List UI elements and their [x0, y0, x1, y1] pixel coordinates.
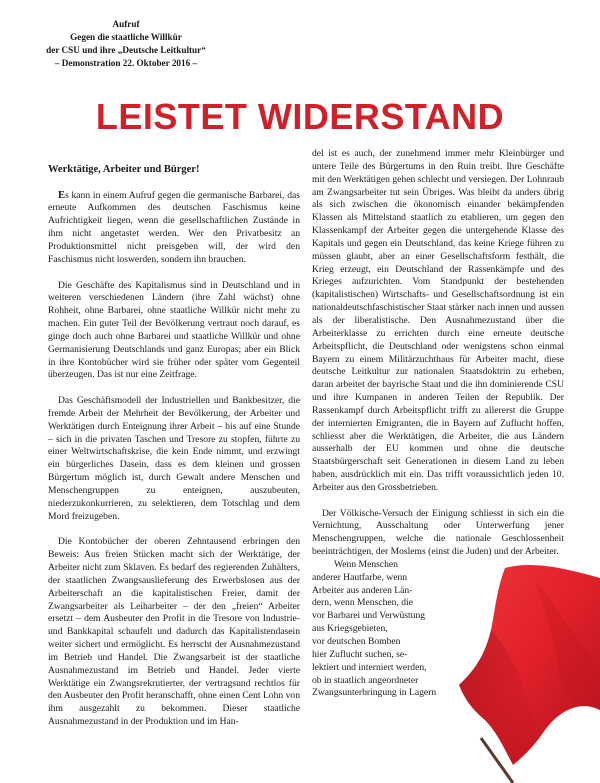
paragraph: Der Völkische-Versuch der Einigung schliesst in sich ein die Vernichtung, Ausschaltung oder Unterwerfung jener Menschengruppen, welche die nationale Geschlossenheit beeinträchtigen, der Moslems (einst die Juden) und der Arbeiter.	[312, 507, 564, 558]
text-line: aus Kriegsgebieten,	[312, 623, 388, 635]
text-line: Arbeiter aus anderen Län-	[312, 584, 413, 596]
text-line: dern, wenn Menschen, die	[312, 597, 413, 609]
text-line: vor deutschen Bomben	[312, 636, 401, 648]
paragraph: Es kann in einem Aufruf gegen die germanische Barbarei, das erneute Aufkommen des deutschen Faschismus keine Aufrichtigkeit liegen, wenn die gesellschaftlichen Zustände in ihm nicht angetastet werden. Wer den Privatbesitz an Produktionsmittel nicht preisgeben will, der wird den Faschismus nicht loswerden, sondern ihn brauchen.	[48, 189, 300, 265]
paragraph: Die Kontobücher der oberen Zehntausend erbringen den Beweis: Aus freien Stücken macht sich der Werktätige, der Arbeiter nicht zum Sklaven. Es bedarf des regierenden Zuhälters, der staatlichen Zwangsauslieferung des Erwerbslosen aus der Arbeiterschaft an die kapitalistischen Freier, damit der Zwangsarbeiter als Leiharbeiter – der den „freien“ Arbeiter ersetzt – dem Ausbeuter den Profit in die Tresore von Industrie- und Bankkapital schaufelt und dadurch das Kapitalistendasein weiter sichert und ermöglicht. Es herrscht der Ausnahmezustand im Betrieb und Handel. Die Zwangsarbeit ist der staatliche Ausnahmezustand im Betrieb und Handel. Jeder vierte Werktätige ein Zwangsrekrutierter, der vertragsund rechtlos für den Ausbeuter den Profit heranschafft, ohne einen Cent Lohn von ihm ausgezahlt zu bekommen. Dieser staatliche Ausnahmezustand in der Produktion und im Han-	[48, 536, 300, 728]
text-line: vor Barbarei und Verwüstung	[312, 610, 426, 622]
header-line-1: Aufruf	[112, 19, 140, 29]
text-line: Wenn Menschen	[334, 558, 398, 570]
header-line-2: Gegen die staatliche Willkür	[70, 32, 182, 42]
paragraph: Die Geschäfte des Kapitalismus sind in Deutschland und in weiteren verschiedenen Ländern (ihre Zahl wächst) ohne Rohheit, ohne Barbarei, ohne staatliche Willkür nicht mehr zu machen. Ein guter Teil der Bevölkerung vertraut noch darauf, es ginge doch auch ohne Barbarei und staatliche Willkür und ohne Germanisierung Deutschlands und ganz Europas; aber ein Blick in ihre Kontobücher wird sie früher oder später vom Gegenteil überzeugen. Das ist nur eine Zeitfrage.	[48, 279, 300, 381]
text-line: Zwangsunterbringung in Lagern	[312, 687, 437, 699]
header-line-3: der CSU und ihre „Deutsche Leitkultur“	[46, 45, 206, 55]
text-line: hier Zuflucht suchen, se-	[312, 648, 408, 660]
page-title: LEISTET WIDERSTAND	[95, 96, 505, 137]
call-header	[26, 18, 226, 70]
red-flag-illustration	[385, 560, 600, 783]
header-line-4: – Demonstration 22. Oktober 2016 –	[54, 58, 198, 68]
text-line: anderer Hautfarbe, wenn	[312, 571, 408, 583]
paragraph: del ist es auch, der zunehmend immer mehr Kleinbürger und untere Teile des Bürgertums in den Ruin treibt. Ihre Geschäfte mit den Werktätigen gehen schlecht und versiegen. Der Lohnraub am Zwangsarbeiter tut sein Übriges. Was bleibt da anders übrig als sich zwischen die ökonomisch einander bekämpfenden Klassen als Mittelstand staatlich zu etablieren, um gegen den Klassenkampf der Arbeiter gegen die untergehende Klasse des Kapitals und gegen ein Deutschland, das keine Kriege führen zu müssen glaubt, aber an einer Gesellschaftsform festhält, die Krieg erzeugt, ein Deutschland der Rassenkämpfe und des Krieges aufzurichten. Vom Standpunkt der bestehenden (kapitalistischen) Wirtschafts- und Gesellschaftsordnung ist ein nationaldeutschfaschistischer Staat stärker nach innen und aussen als der liberalistische. Den Ausnahmezustand über die Arbeiterklasse zu errichten durch eine erneute deutsche Arbeitspflicht, die Deutschland oder wenigstens schon einmal Bayern zu einem Militärzuchthaus für Arbeiter macht, diese deutsche Leitkultur zur nationalen Staatsdoktrin zu erheben, daran arbeitet der bayrische Staat und die ihn dominierende CSU und ihre Kumpanen in anderen Teilen der Republik. Der Rassenkampf durch Arbeitspflicht trifft zu allererst die Gruppe der internierten Emigranten, die in Bayern auf Zuflucht hoffen, schliesst aber die Werktätigen, die Arbeiter, die aus Ländern ausserhalb der EU kommen und ohne die deutsche Staatsbürgerschaft seit Generationen in diesem Land zu leben haben, ausdrücklich mit ein. Das trifft voraussichtlich jeden 10. Arbeiter aus den Grossbetrieben.	[312, 148, 564, 493]
text-line: ob in staatlich angeordneter	[312, 674, 419, 686]
paragraph: Das Geschäftsmodell der Industriellen und Bankbesitzer, die fremde Arbeit der Mehrheit der Bevölkerung, der Arbeiter und Werktätigen durch Enteignung ihrer Arbeit – bis auf eine Stunde – sich in die privaten Taschen und Tresore zu stopfen, führte zu einer Weltwirtschaftskrise, die kein Ende nimmt, und erzwingt ein bürgerliches Dasein, dass es dem kleinen und grossen Bürgertum möglich ist, durch Gewalt andere Menschen und Menschengruppen zu enteignen, auszubeuten, niederzukonkurrieren, zu selektieren, dem Totschlag und dem Mord freizugeben.	[48, 395, 300, 522]
left-column	[48, 164, 300, 742]
salutation: Werktätige, Arbeiter und Bürger!	[48, 164, 200, 175]
text-line: lektiert und interniert werden,	[312, 661, 427, 673]
